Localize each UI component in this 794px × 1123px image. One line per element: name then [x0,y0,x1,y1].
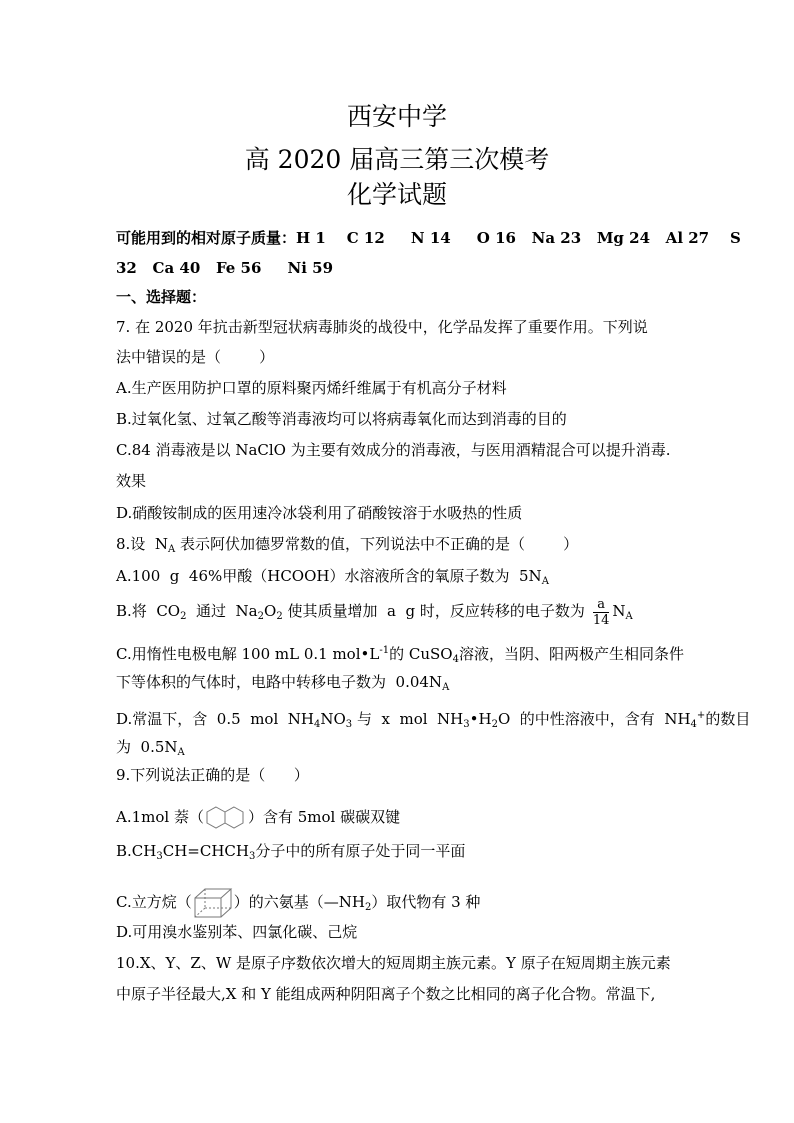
q9-option-d: D.可用溴水鉴别苯、四氯化碳、己烷 [116,923,358,941]
q8-option-d-sub-4: 2 [491,719,498,730]
q8-option-c-line-1 [116,641,684,670]
q7-option-b: B.过氧化氢、过氧乙酸等消毒液均可以将病毒氧化而达到消毒的目的 [116,410,567,428]
q7-option-d: D.硝酸铵制成的医用速冷冰袋利用了硝酸铵溶于水吸热的性质 [116,504,523,522]
q8-option-d-sub-3: 3 [463,719,470,730]
q8-option-a-text: A.100 g 46%甲酸（HCOOH）水溶液所含的氧原子数为 5N [116,567,542,585]
cubane-structure-icon [192,886,234,920]
q8-option-d-line-1 [116,706,750,735]
q8-option-c-text-2: 的 CuSO [389,645,453,663]
q9-option-a-pre: A.1mol 萘（ [116,808,204,826]
q9-option-a [116,805,400,831]
section-heading: 一、选择题： [116,288,207,306]
atomic-mass-line-1 [116,228,741,248]
q9-option-c [116,886,480,920]
q8-option-d-text-5: O 的中性溶液中，含有 NH [497,710,691,728]
q8-option-c-sup: -1 [379,645,390,656]
q8-option-d-sub-1: 4 [313,719,321,730]
atomic-mass-line-2 [116,258,333,278]
q9-option-b-sub-1: 3 [156,851,163,862]
q10-line-2: 中原子半径最大,X 和 Y 能组成两种阴阳离子个数之比相同的离子化合物。常温下, [116,985,656,1003]
q9-option-b-sub-2: 3 [248,851,256,862]
q7-stem-line-1: 7. 在 2020 年抗击新型冠状病毒肺炎的战役中，化学品发挥了重要作用。下列说 [116,318,648,336]
q7-stem-line-2: 法中错误的是（ ） [116,348,275,366]
q9-option-a-post: ）含有 5mol 碳碳双键 [247,808,401,826]
q8-option-c2-text: 下等体积的气体时，电路中转移电子数为 0.04N [116,673,443,691]
q9-option-b-text-3: 分子中的所有原子处于同一平面 [255,842,466,860]
atomic-mass-label: 可能用到的相对原子质量： [116,229,297,247]
q8-option-c2-sub: A [442,682,450,693]
q8-option-d-text-1: D.常温下，含 0.5 mol NH [116,710,314,728]
q9-option-c-sub: 2 [364,902,372,913]
atomic-mass-values-2: 32 Ca 40 Fe 56 Ni 59 [116,259,334,277]
q8-option-d-line-2 [116,737,185,763]
q8-option-b-tail-sub: A [625,611,633,622]
q8-stem [116,534,578,560]
q9-option-b [116,841,465,867]
q8-option-b-text-1: B.将 CO [116,602,181,620]
q9-option-c-post-1: ）的六氨基（—NH [233,893,365,911]
atomic-mass-values-1: H 1 C 12 N 14 O 16 Na 23 Mg 24 Al 27 S [296,229,741,247]
q8-stem-subscript: A [167,544,176,555]
q8-option-d2-sub: A [177,747,185,758]
q9-option-c-post-2: ）取代物有 3 种 [371,893,481,911]
q8-option-d2-text: 为 0.5N [116,738,178,756]
q8-option-d-sub-5: 4 [690,719,697,730]
q8-option-b-text-4: 使其质量增加 a g 时，反应转移的电子数为 [282,602,585,620]
q8-option-b [116,594,633,634]
q8-option-c-text-1: C.用惰性电极电解 100 mL 0.1 mol•L [116,645,380,663]
q9-option-b-text-1: B.CH [116,842,157,860]
q8-option-b-tail: N [612,602,626,620]
naphthalene-structure-icon [204,805,248,831]
subject-title: 化学试题 [346,180,447,209]
q8-option-d-text-3: 与 x mol NH [352,710,464,728]
q8-fraction-numerator: a [593,597,610,613]
q8-option-d-text-2: NO [320,710,346,728]
school-title: 西安中学 [346,102,447,131]
q8-option-d-text-4: •H [469,710,492,728]
q10-line-1: 10.X、Y、Z、W 是原子序数依次增大的短周期主族元素。Y 原子在短周期主族元素 [116,954,671,972]
q9-stem: 9.下列说法正确的是（ ） [116,766,309,784]
q8-option-d-sub-2: 3 [345,719,353,730]
q8-option-b-sub-1: 2 [180,611,187,622]
q8-fraction-denominator: 14 [592,612,610,628]
q8-option-d-sup-5: + [696,710,706,721]
q8-stem-text-b: 表示阿伏加德罗常数的值，下列说法中不正确的是（ ） [175,535,579,553]
q8-option-b-sub-3: 2 [276,611,283,622]
q8-option-d-text-6: 的数目 [705,710,751,728]
q8-option-b-sub-2: 2 [257,611,264,622]
q7-option-c-line-1: C.84 消毒液是以 NaClO 为主要有效成分的消毒液，与医用酒精混合可以提升消毒. [116,441,671,459]
q9-option-b-text-2: CH=CHCH [162,842,249,860]
q8-option-a-subscript: A [541,576,549,587]
q7-option-a: A.生产医用防护口罩的原料聚丙烯纤维属于有机高分子材料 [116,379,507,397]
q8-option-c-text-3: 溶液，当阴、阳两极产生相同条件 [458,645,684,663]
q9-option-c-pre: C.立方烷（ [116,893,192,911]
q8-option-b-text-2: 通过 Na [186,602,258,620]
q8-stem-text-a: 8.设 N [116,535,168,553]
q8-fraction [593,597,610,628]
q8-option-a [116,566,549,592]
q8-option-c-sub: 4 [452,654,459,665]
q8-option-b-text-3: O [264,602,277,620]
exam-title: 高 2020 届高三第三次模考 [244,145,550,174]
q8-option-c-line-2 [116,672,449,698]
q7-option-c-line-2: 效果 [116,472,147,490]
